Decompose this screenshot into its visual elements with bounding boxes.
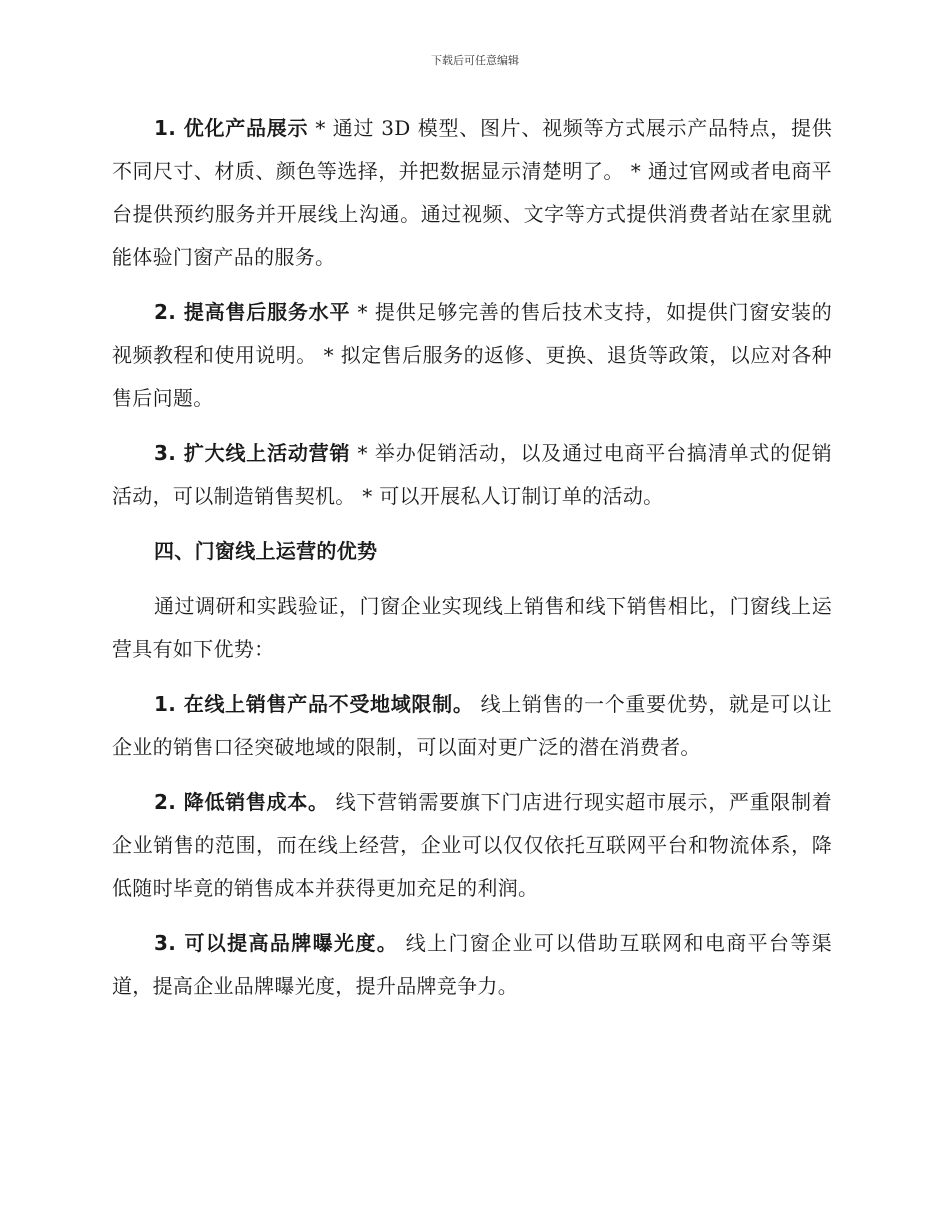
page-header: 下载后可任意编辑	[431, 54, 519, 67]
document-body	[112, 107, 832, 1020]
paragraph-optimize-display	[112, 107, 832, 279]
paragraph-no-region-limit	[112, 683, 832, 769]
paragraph-text: * 举办促销活动，以及通过电商平台搞清单式的促销活动，可以制造销售契机。 * 可以开展私人订制订单的活动。	[112, 441, 832, 508]
paragraph-online-marketing	[112, 432, 832, 518]
paragraph-reduce-cost	[112, 781, 832, 910]
paragraph-heading: 1. 在线上销售产品不受地域限制。	[154, 692, 474, 716]
paragraph-text: 线下营销需要旗下门店进行现实超市展示，严重限制着企业销售的范围，而在线上经营，企业可以仅仅依托互联网平台和物流体系，降低随时毕竟的销售成本并获得更加充足的利润。	[112, 790, 832, 900]
paragraph-after-sales	[112, 291, 832, 420]
section-heading-advantages	[112, 530, 832, 573]
paragraph-heading: 3. 可以提高品牌曝光度。	[154, 931, 399, 955]
paragraph-intro-advantages	[112, 585, 832, 671]
paragraph-text: 线上门窗企业可以借助互联网和电商平台等渠道，提高企业品牌曝光度，提升品牌竞争力。	[112, 931, 832, 998]
paragraph-heading: 1. 优化产品展示	[154, 116, 309, 140]
paragraph-heading: 2. 提高售后服务水平	[154, 300, 351, 324]
paragraph-text: 线上销售的一个重要优势，就是可以让企业的销售口径突破地域的限制，可以面对更广泛的潜在消费者。	[112, 692, 832, 759]
paragraph-text: 通过调研和实践验证，门窗企业实现线上销售和线下销售相比，门窗线上运营具有如下优势：	[112, 594, 832, 661]
paragraph-text: * 通过 3D 模型、图片、视频等方式展示产品特点，提供不同尺寸、材质、颜色等选择，并把数据显示清楚明了。 * 通过官网或者电商平台提供预约服务并开展线上沟通。通过视频、文字等方式提供消费者站在家里就能体验门窗产品的服务。	[112, 116, 832, 269]
paragraph-heading: 2. 降低销售成本。	[154, 790, 329, 814]
paragraph-text: * 提供足够完善的售后技术支持，如提供门窗安装的视频教程和使用说明。 * 拟定售后服务的返修、更换、退货等政策，以应对各种售后问题。	[112, 300, 832, 410]
paragraph-brand-exposure	[112, 922, 832, 1008]
paragraph-heading: 3. 扩大线上活动营销	[154, 441, 351, 465]
section-heading: 四、门窗线上运营的优势	[154, 539, 378, 563]
